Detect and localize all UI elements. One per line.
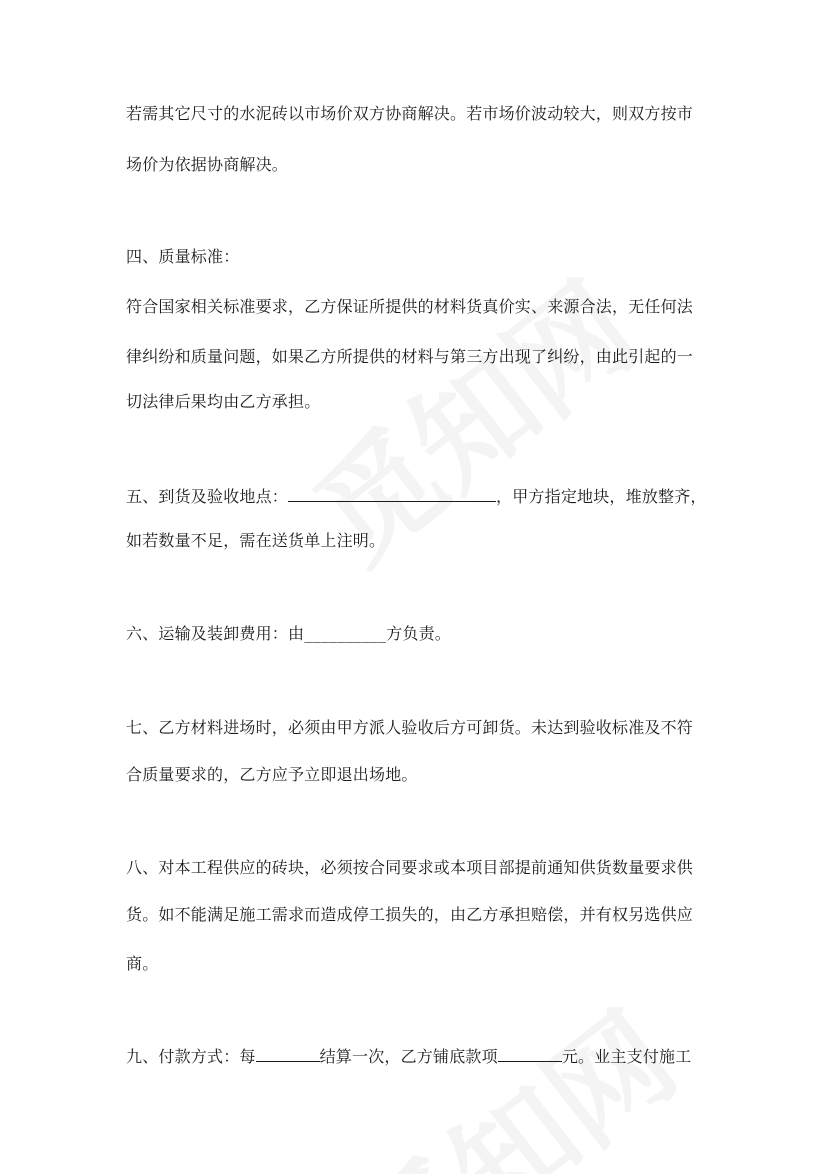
paragraph-line: 七、乙方材料进场时，必须由甲方派人验收后方可卸货。未达到验收标准及不符 [126, 718, 694, 737]
section-delivery-line [126, 485, 707, 508]
transport-blank: __________ [304, 624, 387, 643]
payment-period-blank [256, 1045, 320, 1062]
section-payment-line [126, 1045, 691, 1068]
delivery-suffix: ，甲方指定地块，堆放整齐， [496, 487, 707, 506]
section-transport-line [126, 623, 451, 645]
transport-label: 六、运输及装卸费用：由 [126, 624, 305, 643]
paragraph-line: 符合国家相关标准要求，乙方保证所提供的材料货真价实、来源合法，无任何法 [126, 297, 694, 316]
paragraph-line: 如若数量不足，需在送货单上注明。 [126, 531, 386, 550]
payment-mid: 结算一次，乙方铺底款项 [319, 1047, 498, 1066]
paragraph-line: 商。 [126, 954, 159, 973]
paragraph-line: 律纠纷和质量问题，如果乙方所提供的材料与第三方出现了纠纷，由此引起的一 [126, 347, 694, 366]
paragraph-line: 若需其它尺寸的水泥砖以市场价双方协商解决。若市场价波动较大，则双方按市 [126, 104, 694, 123]
paragraph-line: 货。如不能满足施工需求而造成停工损失的，由乙方承担赔偿，并有权另选供应 [126, 905, 694, 924]
payment-tail: 元。业主支付施工 [561, 1047, 692, 1066]
delivery-location-blank [288, 485, 496, 502]
transport-suffix: 方负责。 [386, 624, 452, 643]
payment-amount-blank [498, 1045, 562, 1062]
paragraph-line: 场价为依据协商解决。 [126, 155, 289, 174]
paragraph-line: 合质量要求的，乙方应予立即退出场地。 [126, 765, 418, 784]
payment-label: 九、付款方式：每 [126, 1047, 256, 1066]
paragraph-line: 切法律后果均由乙方承担。 [126, 392, 321, 411]
paragraph-line: 八、对本工程供应的砖块，必须按合同要求或本项目部提前通知供货数量要求供 [126, 858, 694, 877]
section-heading-quality: 四、质量标准： [126, 247, 240, 266]
delivery-label: 五、到货及验收地点： [126, 487, 289, 506]
watermark [315, 967, 705, 1174]
